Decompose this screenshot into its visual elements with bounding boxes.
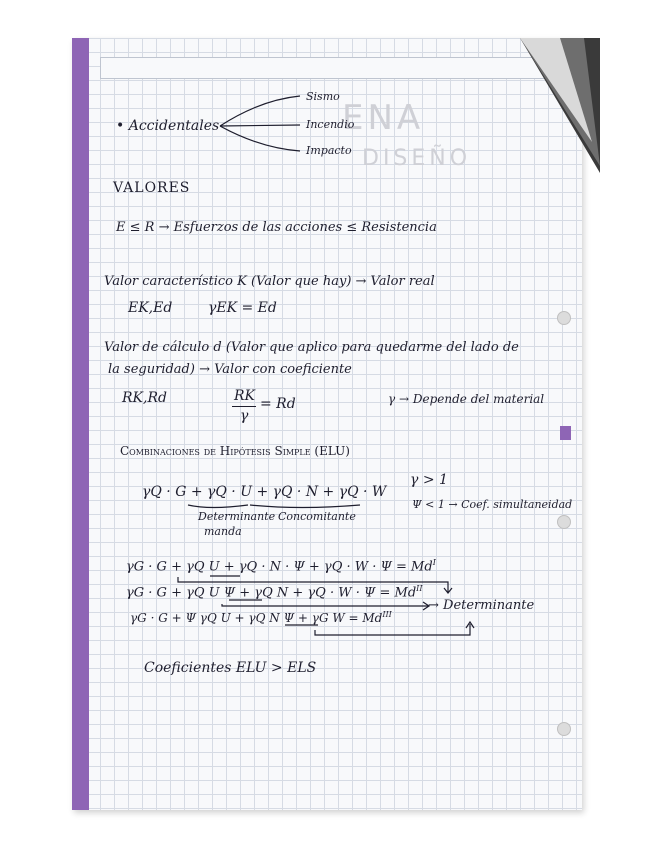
equation-1-sup: I bbox=[432, 558, 436, 567]
manda-label: manda bbox=[204, 525, 242, 538]
gamma-greater-one: γ > 1 bbox=[410, 472, 448, 488]
branch-incendio: Incendio bbox=[306, 118, 355, 131]
gamma-ek: γEK = Ed bbox=[208, 300, 277, 316]
combinaciones-heading: Combinaciones de Hipótesis Simple (ELU) bbox=[120, 444, 350, 458]
concomitante-label: Concomitante bbox=[278, 510, 356, 523]
calculo-line-1: Valor de cálculo d (Valor que aplico para quedarme del lado de bbox=[104, 340, 519, 355]
fraction-numerator: RK bbox=[234, 388, 255, 404]
coeficientes-line: Coeficientes ELU > ELS bbox=[144, 660, 317, 676]
equation-1 bbox=[126, 558, 436, 574]
show-through-text-2: DISEÑO bbox=[362, 146, 472, 171]
psi-less-one: Ψ < 1 → Coef. simultaneidad bbox=[412, 498, 573, 511]
equation-3 bbox=[130, 610, 392, 625]
valores-heading: VALORES bbox=[113, 180, 191, 196]
fraction-denominator: γ bbox=[240, 408, 249, 424]
equation-3-text: γG · G + Ψ γQ U + γQ N Ψ + γG W = Md bbox=[130, 611, 383, 625]
branch-sismo: Sismo bbox=[306, 90, 340, 103]
equation-1-text: γG · G + γQ U + γQ · N · Ψ + γQ · W · Ψ = Md bbox=[126, 559, 433, 575]
caracteristico-line: Valor característico K (Valor que hay) → Valor real bbox=[104, 274, 435, 289]
equation-2-sup: II bbox=[416, 584, 423, 593]
branch-impacto: Impacto bbox=[306, 144, 352, 157]
fraction-equals: = Rd bbox=[260, 396, 296, 412]
e-le-r-line: E ≤ R → Esfuerzos de las acciones ≤ Resistencia bbox=[116, 220, 437, 235]
rk-rd: RK,Rd bbox=[122, 390, 167, 406]
equation-2-text: γG · G + γQ U Ψ + γQ N + γQ · W · Ψ = Md bbox=[126, 585, 417, 601]
equation-2 bbox=[126, 584, 423, 600]
equation-3-sup: III bbox=[382, 610, 392, 619]
determinante-arrow-label: → Determinante bbox=[428, 598, 535, 613]
fraction-bar bbox=[232, 406, 256, 407]
depende-material: γ → Depende del material bbox=[388, 392, 545, 406]
determinante-label: Determinante bbox=[198, 510, 276, 523]
combinaciones-formula: γQ · G + γQ · U + γQ · N + γQ · W bbox=[142, 484, 387, 500]
accidentales-label: • Accidentales bbox=[116, 118, 220, 134]
ek-ed: EK,Ed bbox=[128, 300, 173, 316]
calculo-line-2: la seguridad) → Valor con coeficiente bbox=[108, 362, 352, 377]
show-through-text: ENA bbox=[342, 98, 425, 138]
